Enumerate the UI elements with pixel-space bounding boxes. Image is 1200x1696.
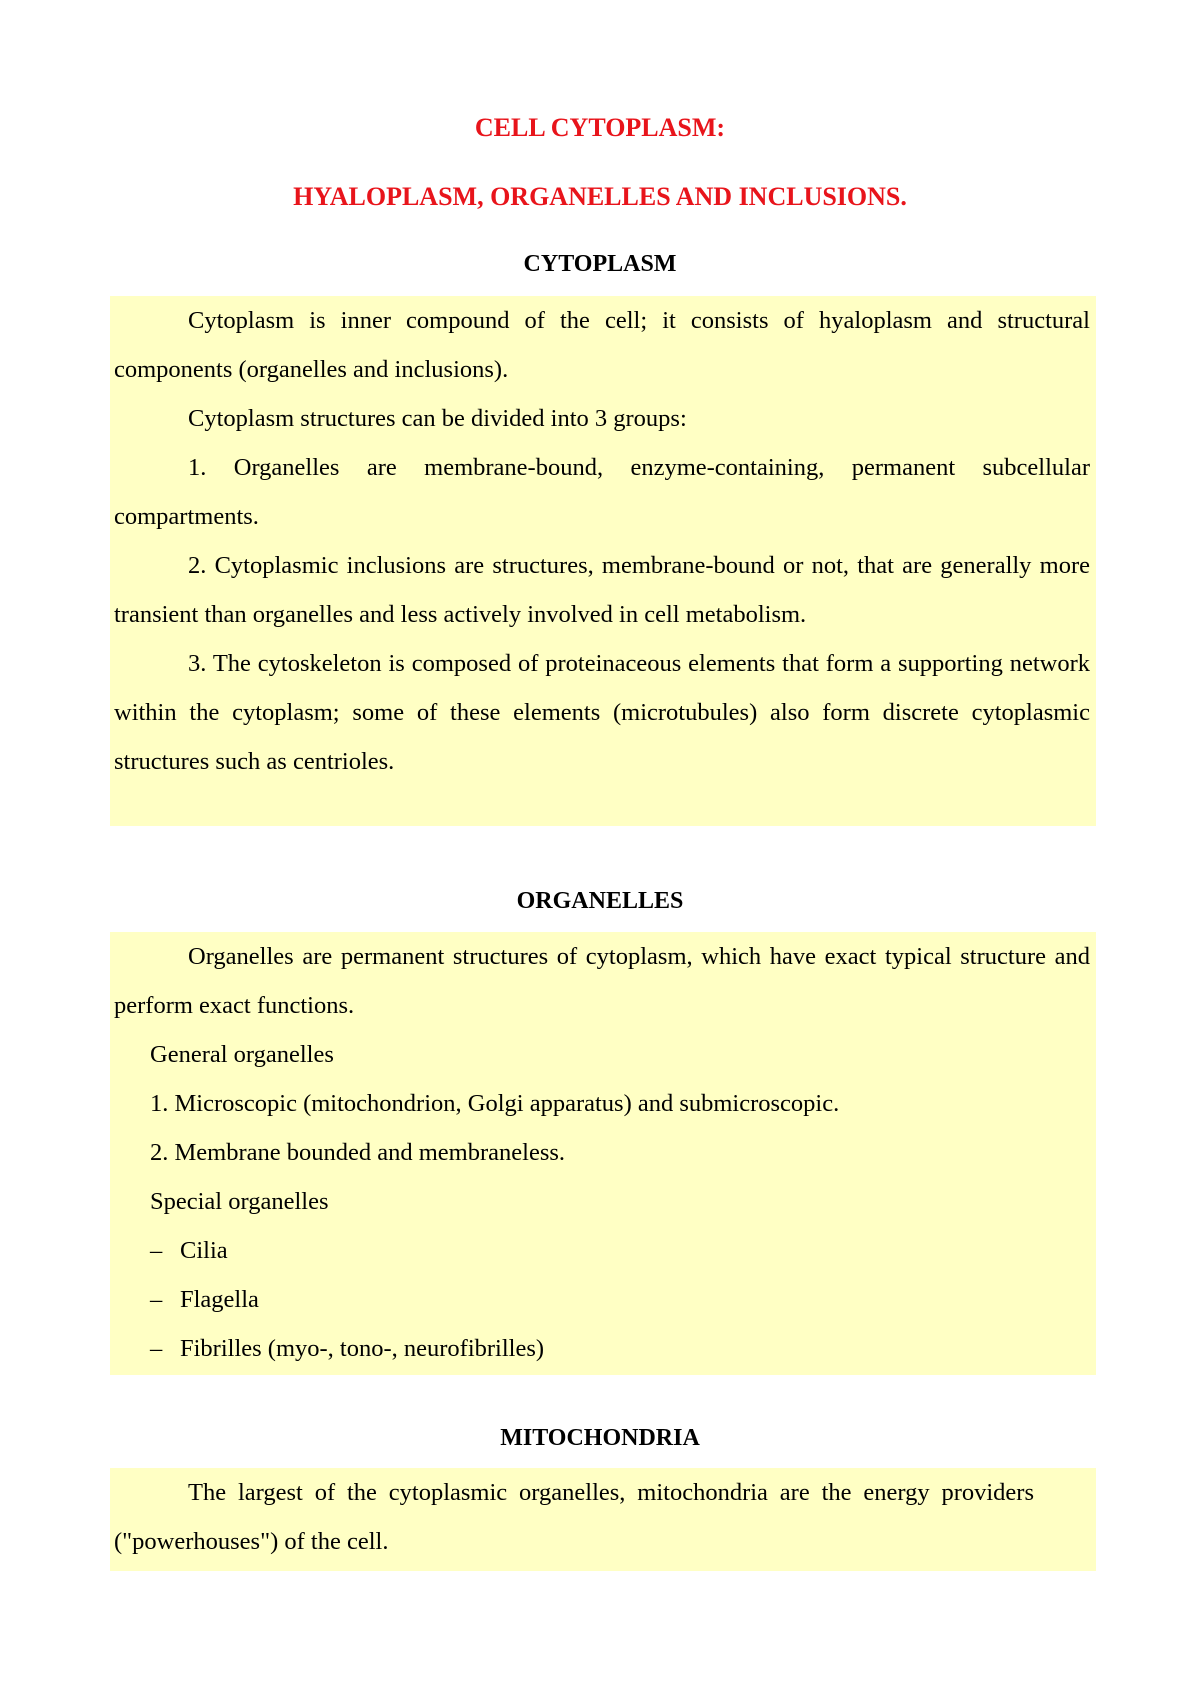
- special-organelles-item-text: Flagella: [180, 1286, 259, 1313]
- special-organelles-item-text: Fibrilles (myo-, tono-, neurofibrilles): [180, 1335, 545, 1362]
- list-item-cytoskeleton: 3. The cytoskeleton is composed of proteinaceous elements that form a supporting network within the cytoplasm; some of these elements (microtubules) also form discrete cytoplasmic structures such as centrioles.: [114, 650, 1090, 775]
- general-organelles-item: 2. Membrane bounded and membraneless.: [150, 1139, 566, 1166]
- paragraph-cytoplasm-groups: Cytoplasm structures can be divided into 3 groups:: [188, 405, 687, 432]
- paragraph-organelles-definition: Organelles are permanent structures of cytoplasm, which have exact typical structure and perform exact functions.: [114, 943, 1090, 1019]
- section-box-mitochondria: [110, 1468, 1096, 1571]
- special-organelles-item: [114, 1324, 1090, 1373]
- paragraph-mitochondria-definition: The largest of the cytoplasmic organelles, mitochondria are the energy providers ("powerhouses") of the cell.: [114, 1479, 1034, 1555]
- dash-bullet: –: [150, 1335, 163, 1362]
- document-subtitle-text: HYALOPLASM, ORGANELLES AND INCLUSIONS: [293, 182, 901, 211]
- section-heading-mitochondria: MITOCHONDRIA: [500, 1425, 700, 1451]
- dash-bullet: –: [150, 1286, 163, 1313]
- document-subtitle-period: .: [900, 182, 907, 211]
- section-heading-organelles: ORGANELLES: [516, 888, 684, 914]
- section-box-cytoplasm: [110, 296, 1096, 826]
- document-subtitle: [0, 182, 1200, 212]
- dash-bullet: –: [150, 1237, 163, 1264]
- general-organelles-item: 1. Microscopic (mitochondrion, Golgi apparatus) and submicroscopic.: [150, 1090, 840, 1117]
- special-organelles-label: Special organelles: [150, 1188, 329, 1215]
- list-item-organelles: 1. Organelles are membrane-bound, enzyme-containing, permanent subcellular compartments.: [114, 454, 1090, 530]
- special-organelles-item-text: Cilia: [180, 1237, 228, 1264]
- general-organelles-label: General organelles: [150, 1041, 334, 1068]
- special-organelles-item: [114, 1275, 1090, 1324]
- section-heading-cytoplasm: CYTOPLASM: [523, 251, 677, 277]
- document-title: CELL CYTOPLASM:: [474, 113, 726, 142]
- paragraph-cytoplasm-definition: Cytoplasm is inner compound of the cell; it consists of hyaloplasm and structural components (organelles and inclusions).: [114, 307, 1090, 383]
- list-item-inclusions: 2. Cytoplasmic inclusions are structures, membrane-bound or not, that are generally more transient than organelles and less actively involved in cell metabolism.: [114, 552, 1090, 628]
- special-organelles-item: [114, 1226, 1090, 1275]
- section-box-organelles: [110, 932, 1096, 1375]
